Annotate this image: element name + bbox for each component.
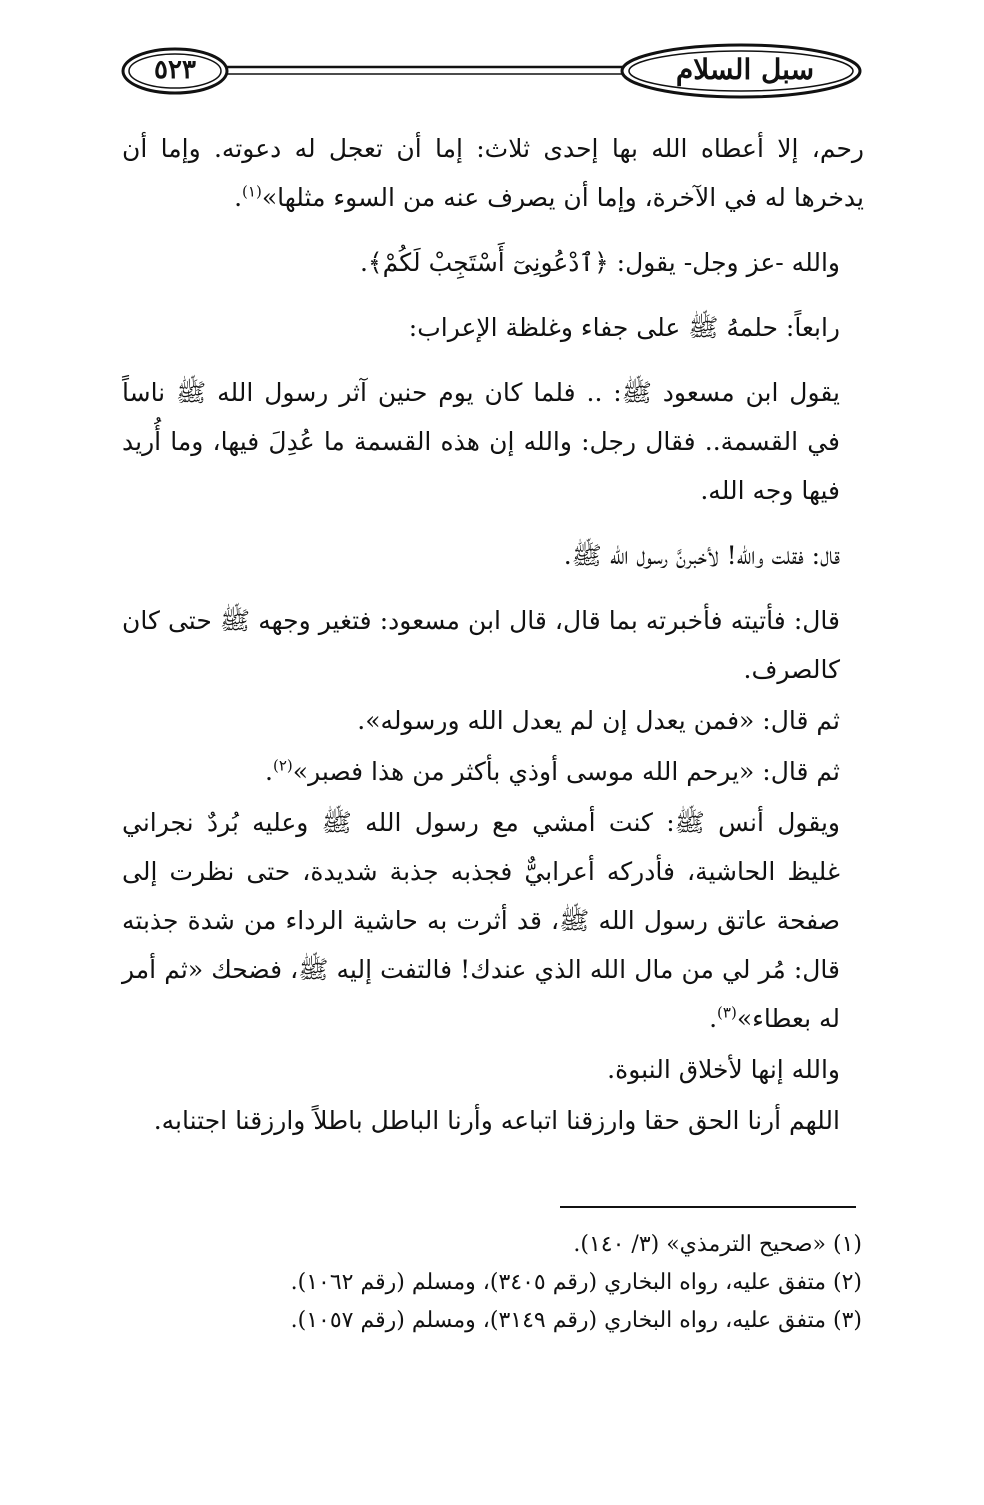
paragraph-10: والله إنها لأخلاق النبوة. xyxy=(607,1055,840,1084)
footnote-divider xyxy=(560,1206,856,1208)
page-number: ٥٢٣ xyxy=(154,55,196,85)
paragraph-text: رحم، إلا أعطاه الله بها إحدى ثلاث: إما أن تعجل له دعوته. وإما أن يدخرها له في الآخرة، وإما أن يصرف عنه من السوء مثلها» xyxy=(122,134,864,212)
paragraph-8 xyxy=(122,747,864,796)
main-text xyxy=(122,124,864,1147)
paragraph-4: يقول ابن مسعود ﷺ: .. فلما كان يوم حنين آثر رسول الله ﷺ ناساً في القسمة.. فقال رجل: والله إن هذه القسمة ما عُدِلَ فيها، وما أُريد فيها وجه الله. xyxy=(122,378,840,505)
paragraph-7: ثم قال: «فمن يعدل إن لم يعدل الله ورسوله». xyxy=(357,706,840,735)
paragraph-11: اللهم أرنا الحق حقا وارزقنا اتباعه وأرنا الباطل باطلاً وارزقنا اجتنابه. xyxy=(153,1106,840,1135)
footnote-1: (١) «صحيح الترمذي» (٣/ ١٤٠). xyxy=(573,1232,862,1257)
footnote-ref-2: (٢) xyxy=(273,756,293,775)
footnote-ref-1: (١) xyxy=(242,182,262,201)
paragraph-text: ثم قال: «يرحم الله موسى أوذي بأكثر من هذا فصبر» xyxy=(292,757,840,786)
page-header xyxy=(118,42,864,100)
paragraph-9 xyxy=(122,798,864,1043)
footnote-3: (٣) متفق عليه، رواه البخاري (رقم ٣١٤٩)، ومسلم (رقم ١٠٥٧). xyxy=(290,1308,862,1333)
paragraph-end: . xyxy=(265,757,273,786)
footnote-ref-3: (٣) xyxy=(717,1003,737,1022)
paragraph-text: ويقول أنس ﷺ: كنت أمشي مع رسول الله ﷺ وعليه بُردٌ نجراني غليظ الحاشية، فأدركه أعرابيٌّ فجذبه جذبة شديدة، حتى نظرت إلى صفحة عاتق رسول الله ﷺ، قد أثرت به حاشية الرداء من شدة جذبته قال: مُر لي من مال الله الذي عندك! فالتفت إليه ﷺ، فضحك «ثم أمر له بعطاء» xyxy=(122,808,840,1033)
paragraph-2: والله -عز وجل- يقول: ﴿ٱدْعُونِىٓ أَسْتَجِبْ لَكُمْ﴾. xyxy=(359,248,840,277)
footnote-2: (٢) متفق عليه، رواه البخاري (رقم ٣٤٠٥)، ومسلم (رقم ١٠٦٢). xyxy=(290,1270,862,1295)
footnotes xyxy=(122,1226,862,1340)
paragraph-3: رابعاً: حلمهُ ﷺ على جفاء وغلظة الإعراب: xyxy=(408,313,840,342)
paragraph-end: . xyxy=(234,183,243,212)
book-title: سبل السلام xyxy=(675,53,815,86)
paragraph-5: قال: فقلت والله! لأخبرنَّ رسول الله ﷺ. xyxy=(563,541,840,570)
paragraph-1 xyxy=(122,124,864,222)
paragraph-6: قال: فأتيته فأخبرته بما قال، قال ابن مسعود: فتغير وجهه ﷺ حتى كان كالصرف. xyxy=(122,606,840,684)
paragraph-end: . xyxy=(709,1004,718,1033)
